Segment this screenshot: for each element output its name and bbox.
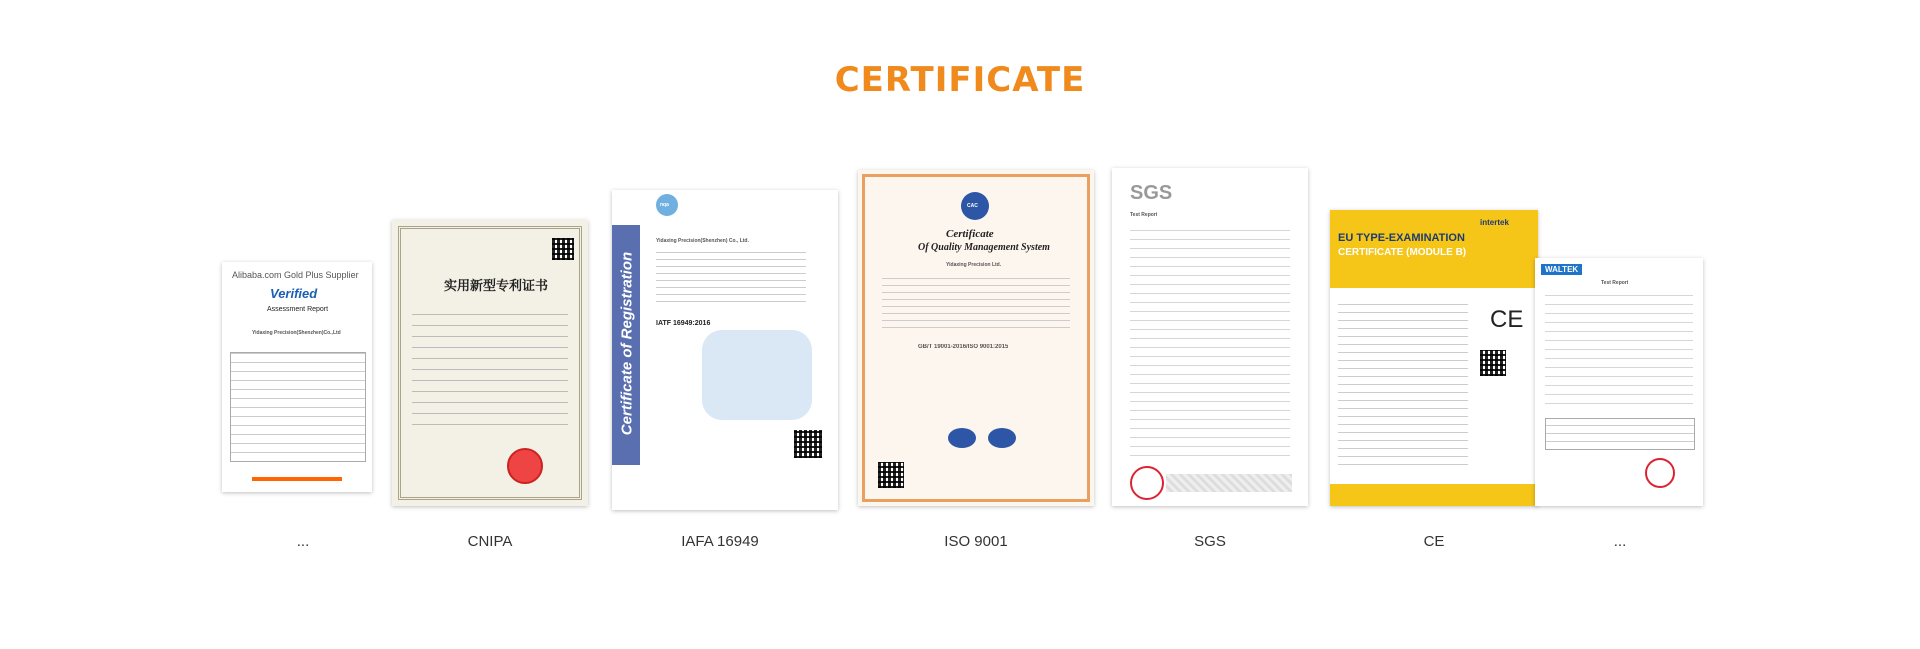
address-block: [656, 248, 806, 308]
scope-block: [882, 274, 1070, 334]
certificate-waltek[interactable]: [1535, 258, 1703, 506]
iaf-logo: [948, 428, 976, 448]
cert-header: Certificate: [946, 228, 994, 240]
cert-text: [1338, 302, 1468, 472]
caption-alibaba: ...: [296, 533, 310, 550]
nqa-watermark: [702, 330, 812, 420]
cert-border: [862, 174, 1090, 502]
certificate-iso9001[interactable]: [858, 170, 1094, 506]
cert-subheader: CERTIFICATE (MODULE B): [1338, 247, 1467, 258]
waltek-stamp: [1645, 458, 1675, 488]
security-pattern: [1166, 474, 1292, 492]
sgs-stamp: [1130, 466, 1164, 500]
cac-badge-text: CAC: [967, 203, 978, 209]
caption-ce: CE: [1423, 533, 1445, 550]
footer-band: [1330, 484, 1538, 506]
certificate-alibaba[interactable]: [222, 262, 372, 492]
report-text: [1545, 292, 1693, 412]
qr-code: [794, 430, 822, 458]
qr-code: [1480, 350, 1506, 376]
verified-badge: Verified: [270, 286, 318, 301]
qr-code: [878, 462, 904, 488]
cert-company: Yidaxing Precision(Shenzhen)Co.,Ltd: [252, 330, 341, 336]
ce-mark: CE: [1490, 306, 1524, 333]
report-table: [1545, 418, 1695, 450]
caption-iatf: IAFA 16949: [681, 533, 759, 550]
assessment-table: [230, 352, 366, 462]
cert-subheader: Of Quality Management System: [918, 242, 1050, 253]
waltek-logo: WALTEK: [1541, 264, 1582, 275]
certificate-ce[interactable]: [1330, 210, 1538, 506]
intertek-logo: intertek: [1480, 218, 1509, 227]
cert-header: 实用新型专利证书: [444, 279, 549, 294]
cert-standard: GB/T 19001-2016/ISO 9001:2015: [918, 344, 1009, 350]
caption-waltek: ...: [1613, 533, 1627, 550]
cert-header: Test Report: [1601, 280, 1629, 286]
report-text: [1130, 224, 1290, 464]
cert-text-block: [412, 305, 568, 435]
page-title: CERTIFICATE: [834, 60, 1086, 100]
cert-company: Yidaxing Precision(Shenzhen) Co., Ltd.: [656, 238, 749, 244]
caption-sgs: SGS: [1194, 533, 1226, 550]
cert-standard: IATF 16949:2016: [656, 320, 711, 327]
cert-company: Yidaxing Precision Ltd.: [946, 262, 1002, 268]
cnas-logo: [988, 428, 1016, 448]
cert-header: Test Report: [1130, 212, 1158, 218]
side-text: Certificate of Registration: [618, 251, 636, 436]
caption-cnipa: CNIPA: [467, 533, 513, 550]
footer-bar: [252, 477, 342, 481]
qr-code: [552, 238, 574, 260]
certificate-cnipa[interactable]: [392, 220, 588, 506]
cert-header: EU TYPE-EXAMINATION: [1338, 232, 1465, 244]
sgs-logo: SGS: [1130, 182, 1173, 204]
cert-header: Alibaba.com Gold Plus Supplier: [232, 270, 359, 280]
certificate-iatf[interactable]: [612, 190, 838, 510]
cert-subheader: Assessment Report: [267, 306, 329, 313]
certificate-sgs[interactable]: [1112, 168, 1308, 506]
caption-iso9001: ISO 9001: [944, 533, 1008, 550]
nqa-logo-text: nqa: [660, 202, 669, 208]
national-emblem: [507, 448, 543, 484]
